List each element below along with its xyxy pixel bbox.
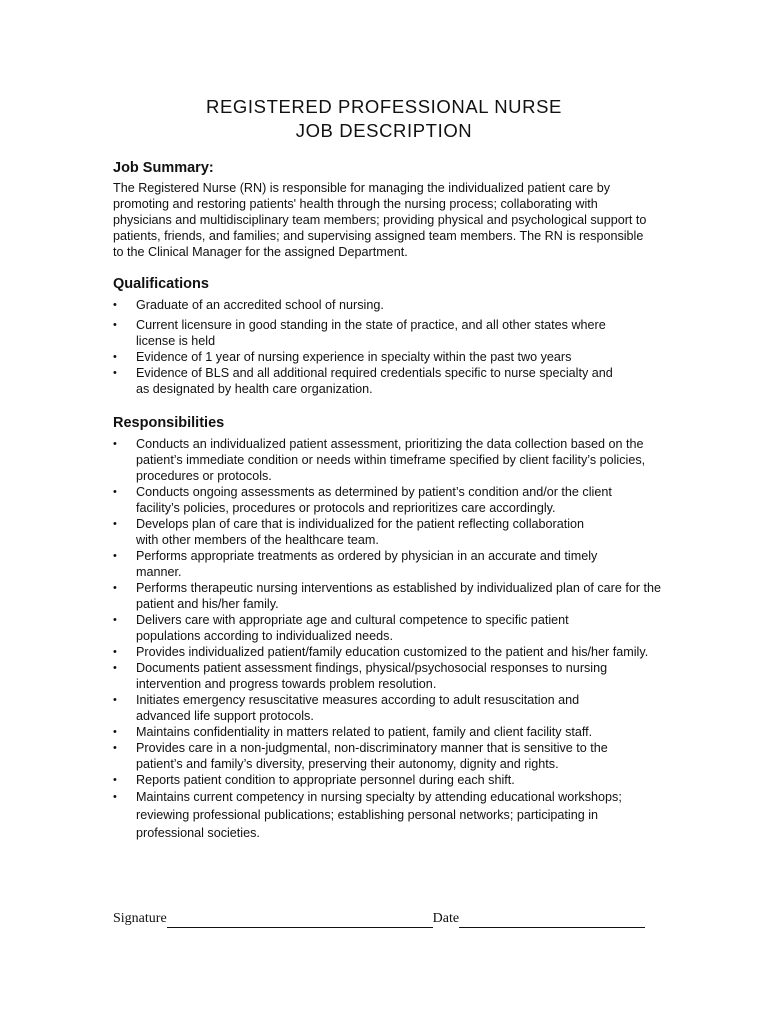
list-item: • Provides care in a non-judgmental, non-discriminatory manner that is sensitive to the patient’s and family’s diversity, preserving their autonomy, dignity and rights. <box>113 740 656 772</box>
list-item: • Maintains confidentiality in matters related to patient, family and client facility staff. <box>113 724 673 740</box>
document-subtitle: JOB DESCRIPTION <box>295 120 473 141</box>
list-item: • Performs appropriate treatments as ordered by physician in an accurate and timely manner. <box>113 548 641 580</box>
responsibilities-heading: Responsibilities <box>113 415 225 431</box>
date-line[interactable] <box>459 912 645 928</box>
qualifications-heading: Qualifications <box>113 276 209 292</box>
list-item: • Evidence of 1 year of nursing experience in specialty within the past two years <box>113 349 673 365</box>
list-item: • Initiates emergency resuscitative measures according to adult resuscitation and advanced life support protocols. <box>113 692 636 724</box>
list-item: • Documents patient assessment findings, physical/psychosocial responses to nursing intervention and progress towards problem resolution. <box>113 660 656 692</box>
signature-line[interactable] <box>167 912 433 928</box>
signature-row <box>113 910 645 928</box>
qualifications-list <box>113 297 673 397</box>
list-item: • Evidence of BLS and all additional required credentials specific to nurse specialty and as designated by health care organization. <box>113 365 616 397</box>
list-item: • Delivers care with appropriate age and cultural competence to specific patient populations according to individualized needs. <box>113 612 616 644</box>
responsibilities-list <box>113 436 673 842</box>
document-title: REGISTERED PROFESSIONAL NURSE <box>206 96 562 117</box>
list-item: • Develops plan of care that is individualized for the patient reflecting collaboration with other members of the healthcare team. <box>113 516 606 548</box>
signature-label: Signature <box>113 911 167 926</box>
list-item: • Provides individualized patient/family education customized to the patient and his/her family. <box>113 644 658 660</box>
job-summary-text: The Registered Nurse (RN) is responsible for managing the individualized patient care by promoting and restoring patients' health through the nursing process; collaborating with physicians and multidisciplinary team members; providing physical and psychological support to patients, friends, and families; and supervising assigned team members. The RN is responsible to the Clinical Manager for the assigned Department. <box>113 181 647 259</box>
list-item: • Conducts an individualized patient assessment, prioritizing the data collection based on the patient’s immediate condition or needs within timeframe specified by client facility’s policies, procedures or protocols. <box>113 436 656 484</box>
list-item: • Maintains current competency in nursing specialty by attending educational workshops; reviewing professional publications; establishing personal networks; participating in professional societies. <box>113 788 666 842</box>
list-item: • Performs therapeutic nursing interventions as established by individualized plan of care for the patient and his/her family. <box>113 580 664 612</box>
list-item: • Reports patient condition to appropriate personnel during each shift. <box>113 772 673 788</box>
list-item: • Conducts ongoing assessments as determined by patient’s condition and/or the client facility’s policies, procedures or protocols and reprioritizes care accordingly. <box>113 484 636 516</box>
list-item: • Graduate of an accredited school of nursing. <box>113 297 673 313</box>
date-label: Date <box>432 911 460 926</box>
list-item: • Current licensure in good standing in the state of practice, and all other states where license is held <box>113 317 636 349</box>
job-summary-heading: Job Summary: <box>113 160 214 176</box>
